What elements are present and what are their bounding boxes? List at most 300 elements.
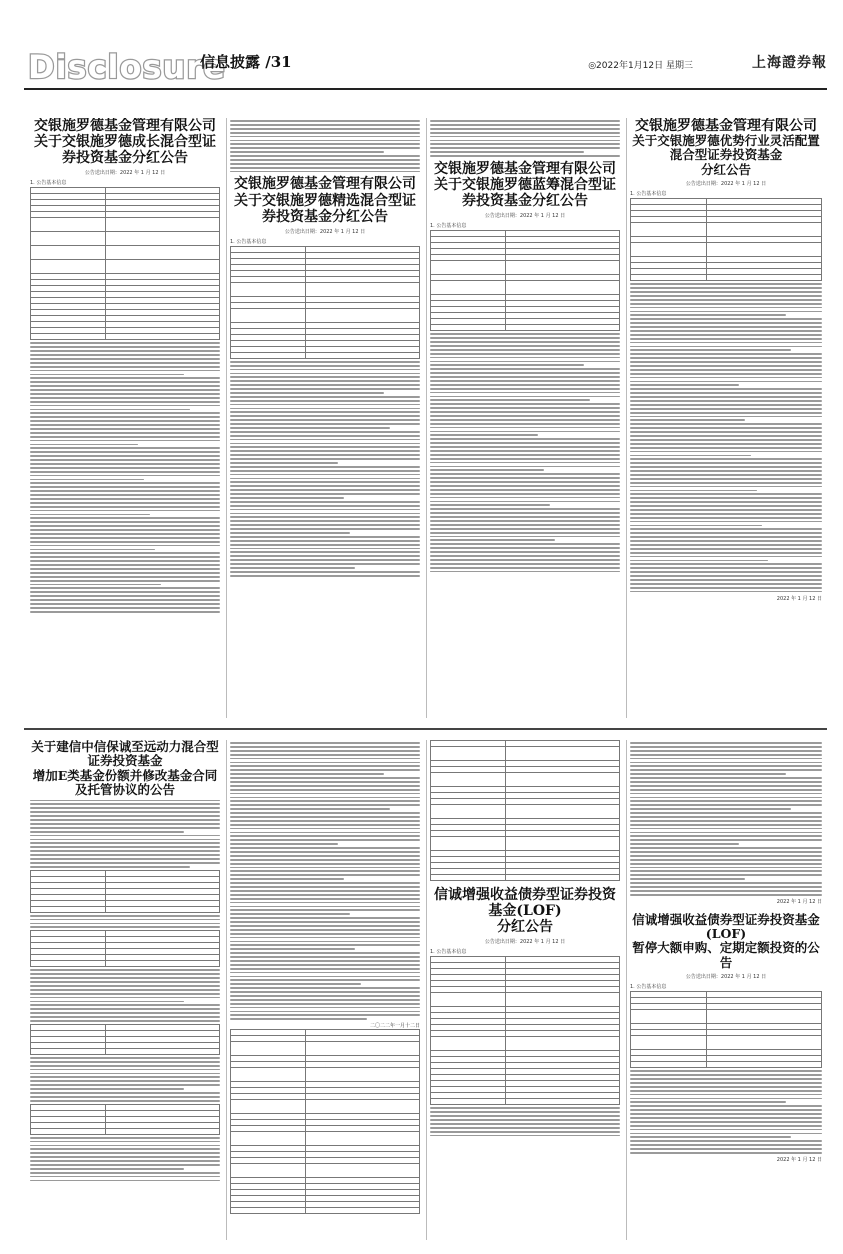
- table-cell: [305, 282, 419, 296]
- table-cell: [105, 961, 219, 967]
- text-line: [30, 1008, 220, 1010]
- text-line: [630, 493, 822, 495]
- text-line: [230, 163, 420, 165]
- table-cell: [231, 1132, 306, 1146]
- notice-title: 信诚增强收益债券型证券投资基金(LOF): [632, 911, 820, 942]
- text-line: [430, 349, 620, 351]
- info-table: [230, 246, 420, 359]
- text-line: [30, 517, 220, 519]
- text-line: [230, 867, 420, 869]
- text-line: [630, 1082, 822, 1084]
- text-line: [30, 420, 220, 422]
- text-line: [230, 548, 420, 550]
- text-line: [230, 458, 420, 460]
- text-line: [630, 746, 822, 748]
- text-line: [630, 583, 822, 585]
- table-cell: [305, 1132, 419, 1146]
- text-line: [230, 956, 420, 958]
- text-line: [30, 842, 220, 844]
- text-line: [230, 555, 420, 557]
- text-line: [230, 1003, 420, 1005]
- text-line: [430, 427, 620, 429]
- text-line: [430, 419, 620, 421]
- text-line: [30, 1073, 220, 1075]
- text-line: [430, 376, 620, 378]
- text-line: [30, 436, 220, 438]
- text-line: [430, 136, 620, 138]
- text-line: [30, 915, 220, 917]
- text-line: [230, 155, 420, 157]
- table-cell: [105, 1128, 219, 1134]
- text-line: [430, 337, 620, 339]
- text-line: [430, 543, 620, 545]
- text-line: [630, 808, 791, 810]
- table-cell: [31, 1128, 106, 1134]
- info-table: [630, 991, 822, 1068]
- text-line: [630, 423, 822, 425]
- text-line: [630, 338, 822, 340]
- table-cell: [231, 1100, 306, 1114]
- text-line: [630, 381, 822, 383]
- text-line: [630, 1098, 822, 1100]
- text-line: [630, 388, 822, 390]
- text-line: [630, 470, 822, 472]
- text-line: [230, 435, 420, 437]
- text-line: [230, 925, 420, 927]
- info-table: [30, 187, 220, 340]
- table-cell: [105, 218, 219, 232]
- text-line: [230, 513, 420, 515]
- text-line: [630, 1125, 822, 1127]
- text-line: [630, 769, 822, 771]
- text-line: [630, 326, 822, 328]
- text-line: [30, 463, 220, 465]
- text-line: [630, 330, 822, 332]
- text-line: [630, 509, 822, 511]
- text-line: [630, 587, 822, 589]
- text-line: [30, 846, 220, 848]
- text-line: [30, 823, 220, 825]
- text-line: [630, 295, 822, 297]
- text-line: [230, 758, 420, 760]
- text-line: [630, 1136, 791, 1138]
- table-cell: [305, 1208, 419, 1214]
- table-cell: [505, 837, 619, 851]
- text-line: [430, 469, 544, 471]
- table-cell: [31, 260, 106, 274]
- signoff-date: 二〇二二年一月十二日: [369, 1023, 420, 1030]
- text-line: [30, 850, 220, 852]
- body-text: [430, 333, 620, 572]
- text-line: [630, 451, 822, 453]
- text-line: [30, 862, 220, 864]
- text-line: [230, 454, 420, 456]
- text-line: [630, 894, 822, 896]
- text-line: [30, 827, 220, 829]
- text-line: [230, 509, 420, 511]
- notice-title: 交银施罗德基金管理有限公司: [434, 160, 616, 177]
- text-line: [30, 611, 220, 613]
- text-line: [230, 870, 420, 872]
- text-line: [430, 147, 620, 149]
- text-line: [630, 431, 822, 433]
- text-line: [630, 408, 822, 410]
- text-line: [230, 376, 420, 378]
- text-line: [30, 397, 220, 399]
- text-line: [30, 405, 220, 407]
- text-line: [30, 432, 220, 434]
- table-cell: [305, 1164, 419, 1178]
- text-line: [230, 544, 420, 546]
- text-line: [30, 1080, 220, 1082]
- notice-date: 公告送出日期：2022 年 1 月 12 日: [484, 213, 566, 220]
- text-line: [430, 489, 620, 491]
- text-line: [630, 762, 822, 764]
- body-text: [630, 1070, 822, 1154]
- text-line: [30, 1180, 220, 1182]
- text-line: [230, 742, 420, 744]
- table-cell: [31, 232, 106, 246]
- text-line: [30, 366, 220, 368]
- text-line: [630, 1105, 822, 1107]
- text-line: [30, 572, 220, 574]
- text-line: [230, 450, 420, 452]
- text-line: [430, 555, 620, 557]
- text-line: [630, 486, 822, 488]
- table-row: [31, 232, 220, 246]
- text-line: [230, 917, 420, 919]
- text-line: [630, 824, 822, 826]
- text-line: [630, 820, 822, 822]
- text-line: [630, 318, 822, 320]
- text-line: [30, 985, 220, 987]
- text-line: [30, 1145, 220, 1147]
- text-line: [30, 1164, 220, 1166]
- table-cell: [305, 1100, 419, 1114]
- table-row: [431, 805, 620, 819]
- text-line: [230, 408, 420, 410]
- text-line: [30, 1172, 220, 1174]
- text-line: [630, 361, 822, 363]
- text-line: [230, 886, 420, 888]
- text-line: [30, 1088, 184, 1090]
- notice-title: 关于交银施罗德成长混合型证券投资基金分红公告: [34, 134, 216, 167]
- text-line: [630, 353, 822, 355]
- notice-title: 交银施罗德基金管理有限公司: [234, 176, 416, 193]
- table-cell: [431, 1099, 506, 1105]
- text-line: [230, 423, 420, 425]
- text-line: [230, 797, 420, 799]
- text-line: [230, 501, 420, 503]
- fee-table: [30, 930, 220, 967]
- text-line: [630, 528, 822, 530]
- text-line: [30, 459, 220, 461]
- text-line: [230, 466, 420, 468]
- notice-panel: [630, 118, 822, 722]
- text-line: [430, 473, 620, 475]
- text-line: [30, 819, 220, 821]
- text-line: [630, 1144, 822, 1146]
- text-line: [30, 409, 190, 411]
- text-line: [230, 462, 338, 464]
- body-text: [30, 1137, 220, 1182]
- text-line: [230, 536, 420, 538]
- table-row: [231, 1042, 420, 1056]
- text-line: [630, 835, 822, 837]
- text-line: [630, 447, 822, 449]
- text-line: [630, 773, 786, 775]
- text-line: [30, 506, 220, 508]
- table-cell: [631, 223, 707, 237]
- text-line: [230, 147, 420, 149]
- text-line: [630, 750, 822, 752]
- text-line: [30, 502, 220, 504]
- table-cell: [631, 1036, 707, 1050]
- text-line: [630, 490, 757, 492]
- table-row: [231, 282, 420, 296]
- text-line: [30, 1160, 220, 1162]
- text-line: [30, 1137, 220, 1139]
- signoff-date: 2022 年 1 月 12 日: [776, 1156, 822, 1163]
- text-line: [630, 1090, 822, 1092]
- text-line: [30, 607, 220, 609]
- text-line: [630, 314, 786, 316]
- text-line: [230, 948, 355, 950]
- text-line: [30, 580, 220, 582]
- text-line: [630, 816, 822, 818]
- text-line: [230, 890, 420, 892]
- table-row: [431, 773, 620, 787]
- text-line: [30, 556, 220, 558]
- text-line: [230, 952, 420, 954]
- text-line: [630, 283, 822, 285]
- text-line: [430, 567, 620, 569]
- text-line: [430, 1107, 620, 1109]
- text-line: [430, 1111, 620, 1113]
- text-line: [630, 832, 822, 834]
- column-rule: [626, 740, 627, 1240]
- text-line: [430, 1131, 620, 1133]
- text-line: [230, 380, 420, 382]
- notice-title: 暂停大额申购、定期定额投资的公告: [632, 940, 820, 970]
- body-text: [630, 283, 822, 592]
- text-line: [30, 1076, 220, 1078]
- text-line: [630, 466, 822, 468]
- text-line: [430, 396, 620, 398]
- text-line: [430, 345, 620, 347]
- table-cell: [231, 282, 306, 296]
- table-cell: [105, 1048, 219, 1054]
- text-line: [630, 482, 822, 484]
- text-line: [230, 497, 344, 499]
- text-line: [230, 392, 384, 394]
- table-cell: [31, 334, 106, 340]
- table-row: [231, 1208, 420, 1214]
- text-line: [630, 1070, 822, 1072]
- text-line: [230, 559, 420, 561]
- text-line: [230, 835, 420, 837]
- text-line: [430, 380, 620, 382]
- text-line: [230, 516, 420, 518]
- text-line: [30, 1065, 220, 1067]
- text-line: [630, 847, 822, 849]
- text-line: [630, 828, 822, 830]
- text-line: [30, 1069, 220, 1071]
- text-line: [30, 1156, 220, 1158]
- text-line: [630, 843, 739, 845]
- text-line: [630, 287, 822, 289]
- signoff-date: 2022 年 1 月 12 日: [776, 595, 822, 602]
- text-line: [230, 470, 420, 472]
- text-line: [230, 171, 420, 173]
- text-line: [230, 140, 420, 142]
- text-line: [230, 785, 420, 787]
- body-text: [30, 800, 220, 868]
- text-line: [630, 765, 822, 767]
- table-row: [431, 747, 620, 761]
- table-row: [431, 993, 620, 1007]
- table-cell: [231, 1068, 306, 1082]
- text-line: [230, 1014, 420, 1016]
- text-line: [430, 454, 620, 456]
- text-line: [630, 384, 739, 386]
- body-text: [30, 342, 220, 612]
- text-line: [630, 591, 822, 593]
- text-line: [30, 393, 220, 395]
- notice-date: 公告送出日期：2022 年 1 月 12 日: [484, 939, 566, 946]
- text-line: [230, 995, 420, 997]
- text-line: [230, 493, 420, 495]
- text-line: [30, 552, 220, 554]
- text-line: [230, 411, 420, 413]
- text-line: [30, 1176, 220, 1178]
- text-line: [630, 346, 822, 348]
- text-line: [630, 571, 822, 573]
- table-cell: [431, 1037, 506, 1051]
- text-line: [230, 567, 355, 569]
- text-line: [30, 486, 220, 488]
- body-text: [30, 969, 220, 1021]
- table-row: [431, 261, 620, 275]
- table-cell: [31, 246, 106, 260]
- text-line: [630, 804, 822, 806]
- text-line: [430, 442, 620, 444]
- text-line: [230, 1011, 420, 1013]
- text-line: [30, 475, 220, 477]
- text-line: [30, 342, 220, 344]
- text-line: [230, 151, 384, 153]
- text-line: [430, 481, 620, 483]
- body-text: [230, 742, 420, 1020]
- text-line: [430, 423, 620, 425]
- text-line: [30, 455, 220, 457]
- text-line: [230, 388, 420, 390]
- text-line: [230, 485, 420, 487]
- table-cell: [505, 261, 619, 275]
- table-row: [31, 260, 220, 274]
- table-row: [31, 961, 220, 967]
- text-line: [30, 599, 220, 601]
- text-line: [630, 521, 822, 523]
- section-label: 1. 公告基本信息: [630, 191, 667, 198]
- text-line: [30, 424, 220, 426]
- text-line: [230, 847, 420, 849]
- text-line: [30, 377, 220, 379]
- text-line: [630, 478, 822, 480]
- text-line: [430, 462, 620, 464]
- signoff-date: 2022 年 1 月 12 日: [776, 898, 822, 905]
- text-line: [430, 446, 620, 448]
- text-line: [30, 521, 220, 523]
- text-line: [430, 384, 620, 386]
- text-line: [30, 1152, 220, 1154]
- text-line: [630, 517, 822, 519]
- text-line: [230, 859, 420, 861]
- notice-date: 公告送出日期：2022 年 1 月 12 日: [84, 170, 166, 177]
- text-line: [230, 843, 338, 845]
- text-line: [230, 991, 420, 993]
- table-row: [31, 1048, 220, 1054]
- text-line: [630, 1140, 822, 1142]
- text-line: [230, 167, 420, 169]
- text-line: [30, 969, 220, 971]
- text-line: [430, 493, 620, 495]
- newspaper-name: 上海證券報: [752, 55, 827, 71]
- text-line: [30, 510, 220, 512]
- text-line: [30, 1016, 220, 1018]
- text-line: [230, 789, 420, 791]
- text-line: [630, 567, 822, 569]
- text-line: [230, 913, 350, 915]
- table-cell: [505, 1099, 619, 1105]
- text-line: [630, 1133, 822, 1135]
- text-line: [430, 563, 620, 565]
- text-line: [630, 1101, 786, 1103]
- body-text: [630, 742, 822, 896]
- body-text: [230, 120, 420, 172]
- notice-title: 关于建信中信保诚至远动力混合型证券投资基金: [31, 740, 219, 769]
- table-row: [431, 1037, 620, 1051]
- text-line: [30, 374, 184, 376]
- text-line: [30, 568, 220, 570]
- text-line: [630, 443, 822, 445]
- table-cell: [505, 805, 619, 819]
- table-cell: [305, 352, 419, 358]
- text-line: [230, 563, 420, 565]
- text-line: [30, 389, 220, 391]
- text-line: [630, 1152, 822, 1154]
- text-line: [230, 528, 420, 530]
- text-line: [630, 532, 822, 534]
- text-line: [230, 443, 420, 445]
- text-line: [230, 481, 420, 483]
- text-line: [230, 979, 420, 981]
- table-cell: [305, 1042, 419, 1056]
- text-line: [630, 365, 822, 367]
- text-line: [230, 944, 420, 946]
- text-line: [230, 878, 344, 880]
- text-line: [30, 981, 220, 983]
- text-line: [230, 765, 420, 767]
- table-cell: [31, 961, 106, 967]
- text-line: [430, 372, 620, 374]
- text-line: [30, 537, 220, 539]
- text-line: [430, 392, 620, 394]
- text-line: [230, 808, 390, 810]
- text-line: [230, 773, 384, 775]
- text-line: [30, 989, 220, 991]
- text-line: [230, 532, 350, 534]
